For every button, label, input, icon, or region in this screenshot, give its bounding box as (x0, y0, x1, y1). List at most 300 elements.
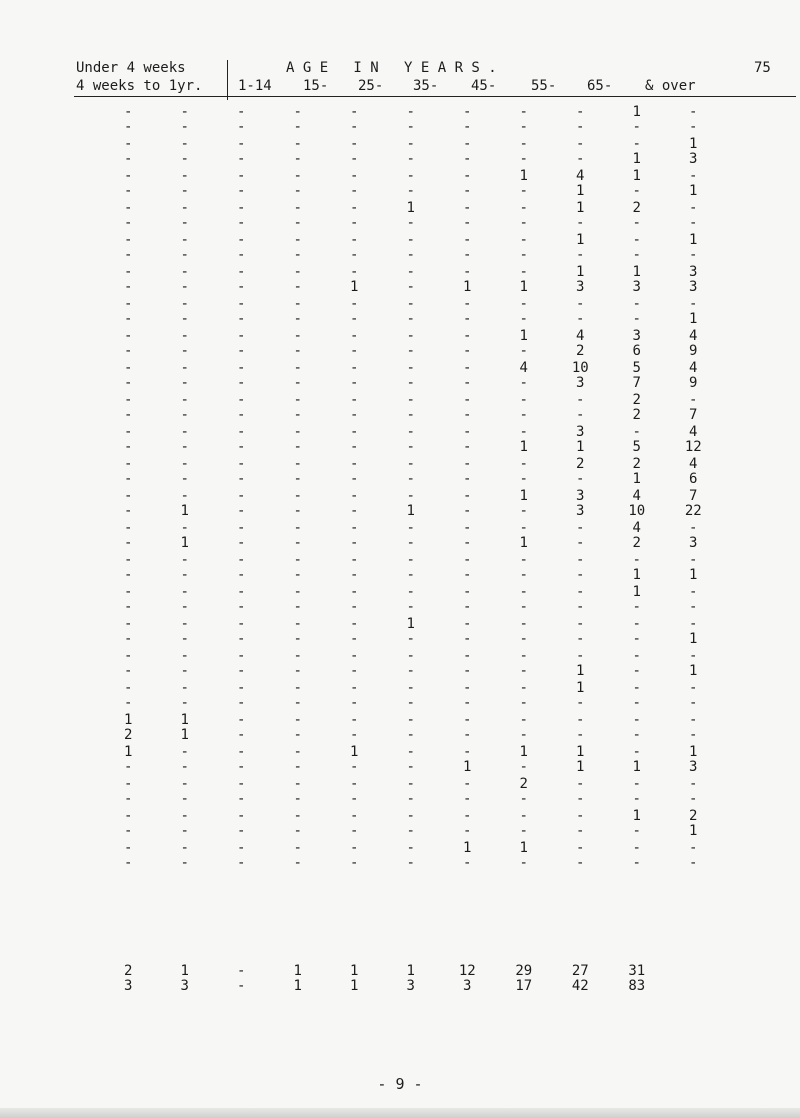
cell-value-bottom: - (124, 631, 133, 647)
table-cell (665, 136, 722, 168)
cell-value-bottom: - (576, 631, 585, 647)
cell-value-bottom: 1 (519, 439, 528, 455)
cell-value-bottom: - (350, 759, 359, 775)
header-1-14: 1-14 (238, 78, 272, 94)
table-row (100, 296, 722, 328)
cell-value-top: 1 (519, 744, 528, 760)
cell-value-top: 1 (350, 744, 359, 760)
cell-value-top: - (124, 264, 133, 280)
table-cell (157, 744, 214, 776)
cell-value-bottom: 6 (689, 471, 698, 487)
age-table (100, 104, 722, 872)
table-cell (270, 840, 327, 872)
cell-value-bottom: - (519, 119, 528, 135)
table-cell (665, 712, 722, 744)
table-cell (213, 840, 270, 872)
table-cell (439, 744, 496, 776)
cell-value-top: - (632, 616, 641, 632)
table-cell (383, 264, 440, 296)
cell-value-bottom: - (293, 343, 302, 359)
cell-value-top: 1 (632, 104, 641, 120)
table-cell (383, 136, 440, 168)
page-edge (0, 1108, 800, 1118)
cell-value-top: - (180, 840, 189, 856)
cell-value-top: - (293, 168, 302, 184)
table-cell (439, 136, 496, 168)
cell-value-bottom: 9 (689, 343, 698, 359)
cell-value-bottom: - (519, 663, 528, 679)
table-cell (100, 424, 157, 456)
table-cell (496, 328, 553, 360)
cell-value-top: - (180, 552, 189, 568)
cell-value-bottom: 1 (576, 183, 585, 199)
cell-value-top: - (124, 104, 133, 120)
cell-value-top: - (180, 136, 189, 152)
cell-value-bottom: - (237, 407, 246, 423)
table-cell (439, 328, 496, 360)
cell-value-top: - (463, 712, 472, 728)
table-cell (552, 808, 609, 840)
cell-value-bottom: - (237, 727, 246, 743)
table-cell (609, 840, 666, 872)
cell-value-bottom: - (576, 407, 585, 423)
cell-value-bottom: - (406, 599, 415, 615)
cell-value-bottom: 1 (576, 759, 585, 775)
cell-value-bottom: - (293, 695, 302, 711)
cell-value-top: 4 (689, 328, 698, 344)
table-cell (439, 168, 496, 200)
cell-value-bottom: - (180, 343, 189, 359)
cell-value-top: - (293, 200, 302, 216)
cell-value-bottom: - (124, 791, 133, 807)
cell-value-bottom: - (293, 279, 302, 295)
cell-value-top: - (406, 264, 415, 280)
cell-value-top: 3 (576, 424, 585, 440)
cell-value-bottom: - (463, 855, 472, 871)
cell-value-bottom: - (519, 215, 528, 231)
cell-value-bottom: 3 (689, 535, 698, 551)
cell-value-top: - (350, 488, 359, 504)
cell-value-bottom: - (237, 631, 246, 647)
cell-value-bottom: - (576, 727, 585, 743)
cell-value-bottom: 9 (689, 375, 698, 391)
table-cell (213, 648, 270, 680)
cell-value-bottom: - (463, 183, 472, 199)
cell-value-top: - (463, 744, 472, 760)
cell-value-bottom: - (576, 695, 585, 711)
cell-value-top: 1 (519, 488, 528, 504)
total-value-top: 29 (515, 963, 533, 979)
table-cell (552, 488, 609, 520)
cell-value-top: - (519, 616, 528, 632)
table-cell (157, 200, 214, 232)
table-cell (383, 104, 440, 136)
cell-value-bottom: - (519, 407, 528, 423)
cell-value-top: - (350, 200, 359, 216)
cell-value-top: - (180, 488, 189, 504)
cell-value-bottom: - (463, 535, 472, 551)
cell-value-bottom: - (689, 791, 698, 807)
cell-value-bottom: - (350, 247, 359, 263)
cell-value-top: - (293, 104, 302, 120)
table-cell (665, 392, 722, 424)
table-cell (100, 552, 157, 584)
table-cell (157, 712, 214, 744)
table-cell (270, 456, 327, 488)
cell-value-top: - (463, 648, 472, 664)
cell-value-top: - (237, 776, 246, 792)
table-row (100, 200, 722, 232)
table-cell (383, 296, 440, 328)
cell-value-bottom: - (124, 663, 133, 679)
cell-value-top: - (689, 168, 698, 184)
cell-value-top: - (576, 648, 585, 664)
table-cell (326, 584, 383, 616)
cell-value-bottom: - (632, 247, 641, 263)
table-cell (665, 648, 722, 680)
table-cell (609, 520, 666, 552)
cell-value-bottom: - (293, 663, 302, 679)
table-cell (439, 776, 496, 808)
header-4-weeks-to-1yr: 4 weeks to 1yr. (76, 78, 203, 94)
table-cell (439, 648, 496, 680)
table-cell (552, 424, 609, 456)
cell-value-bottom: - (350, 567, 359, 583)
table-row (100, 776, 722, 808)
cell-value-top: - (293, 712, 302, 728)
table-cell (213, 776, 270, 808)
total-value-bottom: 3 (406, 978, 415, 994)
cell-value-top: - (237, 712, 246, 728)
table-cell (213, 744, 270, 776)
cell-value-top: - (293, 264, 302, 280)
table-cell (552, 520, 609, 552)
cell-value-top: - (293, 552, 302, 568)
cell-value-bottom: - (463, 663, 472, 679)
cell-value-bottom: - (406, 759, 415, 775)
header-and-over: & over (645, 78, 696, 94)
cell-value-top: - (180, 808, 189, 824)
cell-value-top: - (293, 136, 302, 152)
table-cell (665, 104, 722, 136)
table-cell (157, 840, 214, 872)
cell-value-top: - (124, 424, 133, 440)
header-separator (227, 60, 228, 100)
table-cell (326, 840, 383, 872)
cell-value-bottom: - (237, 247, 246, 263)
table-cell (496, 840, 553, 872)
cell-value-top: - (237, 584, 246, 600)
table-cell (609, 328, 666, 360)
cell-value-top: - (519, 584, 528, 600)
table-cell (100, 520, 157, 552)
table-cell (496, 776, 553, 808)
cell-value-top: - (180, 232, 189, 248)
cell-value-bottom: - (632, 119, 641, 135)
table-cell (552, 680, 609, 712)
table-cell (270, 744, 327, 776)
cell-value-bottom: - (124, 471, 133, 487)
cell-value-bottom: - (463, 599, 472, 615)
cell-value-bottom: - (293, 503, 302, 519)
cell-value-top: 4 (632, 520, 641, 536)
cell-value-top: - (632, 424, 641, 440)
header-45: 45- (471, 78, 497, 94)
cell-value-bottom: - (406, 535, 415, 551)
cell-value-bottom: - (576, 535, 585, 551)
table-cell (609, 584, 666, 616)
cell-value-top: - (632, 776, 641, 792)
table-cell (439, 200, 496, 232)
cell-value-top: - (689, 712, 698, 728)
cell-value-bottom: - (350, 823, 359, 839)
cell-value-bottom: - (124, 439, 133, 455)
cell-value-top: - (124, 360, 133, 376)
cell-value-bottom: - (237, 535, 246, 551)
cell-value-top: - (293, 744, 302, 760)
cell-value-bottom: - (406, 151, 415, 167)
cell-value-top: 4 (689, 456, 698, 472)
cell-value-top: - (689, 680, 698, 696)
table-cell (665, 488, 722, 520)
cell-value-bottom: - (293, 151, 302, 167)
cell-value-bottom: - (632, 215, 641, 231)
cell-value-top: - (293, 840, 302, 856)
cell-value-bottom: - (576, 823, 585, 839)
table-cell (326, 328, 383, 360)
cell-value-top: - (406, 392, 415, 408)
table-cell (213, 200, 270, 232)
cell-value-top: - (463, 200, 472, 216)
cell-value-bottom: - (180, 823, 189, 839)
cell-value-top: - (632, 136, 641, 152)
cell-value-top: - (350, 648, 359, 664)
cell-value-top: - (180, 616, 189, 632)
cell-value-top: 1 (576, 264, 585, 280)
cell-value-bottom: - (463, 631, 472, 647)
cell-value-top: 1 (180, 712, 189, 728)
table-row (100, 456, 722, 488)
table-cell (100, 840, 157, 872)
cell-value-top: - (463, 104, 472, 120)
table-cell (213, 360, 270, 392)
page-number: - 9 - (377, 1075, 423, 1093)
cell-value-top: - (519, 296, 528, 312)
table-cell (270, 776, 327, 808)
cell-value-top: - (576, 520, 585, 536)
cell-value-top: - (237, 392, 246, 408)
cell-value-bottom: - (519, 343, 528, 359)
table-cell (270, 168, 327, 200)
table-row (100, 648, 722, 680)
cell-value-top: - (689, 616, 698, 632)
cell-value-bottom: - (293, 535, 302, 551)
table-cell (100, 776, 157, 808)
cell-value-top: - (180, 200, 189, 216)
cell-value-top: - (406, 232, 415, 248)
cell-value-top: - (237, 296, 246, 312)
cell-value-top: - (124, 488, 133, 504)
cell-value-bottom: - (293, 247, 302, 263)
cell-value-top: - (180, 680, 189, 696)
cell-value-top: - (237, 232, 246, 248)
cell-value-top: - (180, 104, 189, 120)
cell-value-top: - (576, 584, 585, 600)
table-cell (213, 712, 270, 744)
cell-value-top: - (576, 808, 585, 824)
table-cell (100, 360, 157, 392)
table-cell (213, 680, 270, 712)
table-cell (609, 200, 666, 232)
cell-value-top: - (519, 552, 528, 568)
cell-value-top: 1 (576, 200, 585, 216)
cell-value-bottom: - (293, 567, 302, 583)
table-cell (665, 776, 722, 808)
cell-value-bottom: - (350, 855, 359, 871)
cell-value-bottom: - (519, 791, 528, 807)
table-cell (383, 168, 440, 200)
cell-value-bottom: - (463, 823, 472, 839)
table-cell (609, 392, 666, 424)
total-cell (326, 963, 383, 995)
table-cell (157, 616, 214, 648)
cell-value-bottom: - (180, 311, 189, 327)
cell-value-top: - (350, 456, 359, 472)
cell-value-bottom: - (237, 823, 246, 839)
cell-value-top: - (519, 392, 528, 408)
cell-value-top: 1 (689, 232, 698, 248)
cell-value-bottom: - (632, 631, 641, 647)
table-cell (100, 584, 157, 616)
table-cell (383, 392, 440, 424)
table-cell (270, 424, 327, 456)
cell-value-top: - (689, 648, 698, 664)
cell-value-bottom: - (519, 759, 528, 775)
cell-value-bottom: 2 (632, 407, 641, 423)
cell-value-bottom: - (519, 631, 528, 647)
cell-value-bottom: - (689, 695, 698, 711)
cell-value-bottom: - (689, 215, 698, 231)
header-15: 15- (303, 78, 329, 94)
cell-value-bottom: 6 (632, 343, 641, 359)
cell-value-top: - (293, 296, 302, 312)
table-cell (326, 360, 383, 392)
table-cell (100, 200, 157, 232)
table-cell (496, 136, 553, 168)
cell-value-bottom: - (237, 215, 246, 231)
table-cell (609, 712, 666, 744)
table-cell (439, 360, 496, 392)
cell-value-top: - (463, 392, 472, 408)
header-65: 65- (587, 78, 613, 94)
cell-value-bottom: - (519, 151, 528, 167)
cell-value-bottom: - (124, 567, 133, 583)
totals-row (100, 963, 665, 995)
cell-value-top: 1 (632, 584, 641, 600)
table-cell (665, 264, 722, 296)
cell-value-bottom: - (463, 791, 472, 807)
table-cell (609, 104, 666, 136)
total-cell (157, 963, 214, 995)
table-cell (157, 520, 214, 552)
cell-value-bottom: - (406, 343, 415, 359)
cell-value-bottom: - (237, 663, 246, 679)
cell-value-bottom: - (293, 215, 302, 231)
table-cell (552, 648, 609, 680)
cell-value-bottom: - (350, 119, 359, 135)
cell-value-top: - (576, 712, 585, 728)
cell-value-bottom: - (124, 407, 133, 423)
table-cell (496, 200, 553, 232)
cell-value-bottom: - (124, 183, 133, 199)
cell-value-top: - (406, 808, 415, 824)
table-cell (213, 392, 270, 424)
table-cell (383, 360, 440, 392)
table-cell (439, 488, 496, 520)
cell-value-bottom: - (576, 471, 585, 487)
table-cell (270, 648, 327, 680)
cell-value-bottom: - (293, 375, 302, 391)
table-cell (383, 840, 440, 872)
table-cell (100, 680, 157, 712)
table-cell (383, 808, 440, 840)
cell-value-bottom: - (293, 311, 302, 327)
cell-value-bottom: 3 (576, 503, 585, 519)
table-cell (439, 520, 496, 552)
cell-value-bottom: - (350, 407, 359, 423)
cell-value-bottom: - (519, 695, 528, 711)
cell-value-bottom: - (124, 695, 133, 711)
table-cell (213, 232, 270, 264)
cell-value-top: - (632, 712, 641, 728)
cell-value-top: 1 (632, 264, 641, 280)
cell-value-bottom: 10 (628, 503, 646, 519)
cell-value-top: - (406, 296, 415, 312)
total-value-top: 1 (350, 963, 359, 979)
table-cell (665, 360, 722, 392)
table-cell (270, 296, 327, 328)
table-cell (383, 616, 440, 648)
cell-value-top: - (180, 584, 189, 600)
cell-value-bottom: - (463, 247, 472, 263)
cell-value-top: - (350, 264, 359, 280)
table-cell (609, 136, 666, 168)
table-cell (213, 328, 270, 360)
total-cell (383, 963, 440, 995)
cell-value-bottom: 2 (576, 343, 585, 359)
cell-value-top: - (406, 328, 415, 344)
table-row (100, 328, 722, 360)
table-cell (496, 648, 553, 680)
header-25: 25- (358, 78, 384, 94)
table-cell (213, 808, 270, 840)
cell-value-top: - (576, 136, 585, 152)
cell-value-top: - (519, 520, 528, 536)
table-cell (326, 264, 383, 296)
cell-value-bottom: - (576, 567, 585, 583)
cell-value-top: - (463, 488, 472, 504)
cell-value-top: - (519, 104, 528, 120)
cell-value-top: - (124, 456, 133, 472)
cell-value-top: 3 (576, 488, 585, 504)
table-row (100, 552, 722, 584)
table-cell (383, 648, 440, 680)
cell-value-bottom: - (463, 311, 472, 327)
cell-value-top: - (576, 392, 585, 408)
cell-value-bottom: - (293, 471, 302, 487)
table-row (100, 808, 722, 840)
total-value-top: 1 (180, 963, 189, 979)
